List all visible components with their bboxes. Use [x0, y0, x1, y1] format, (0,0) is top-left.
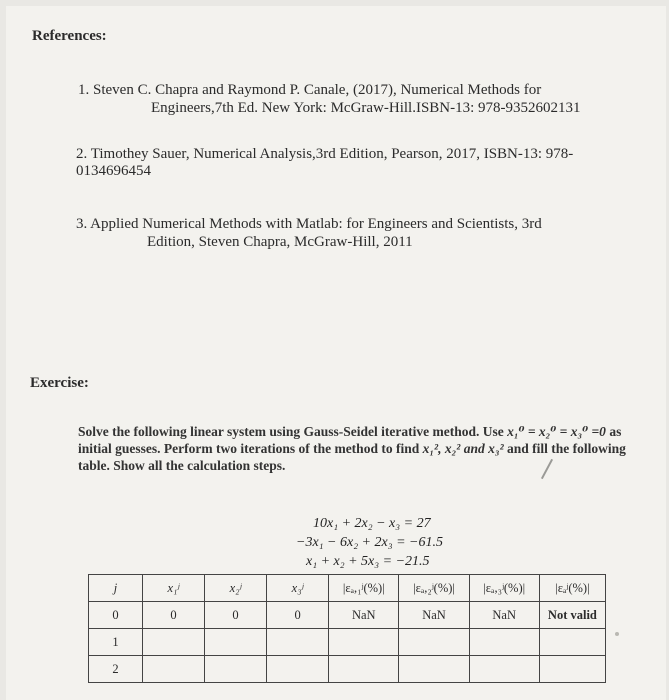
table-cell: NaN: [329, 602, 399, 629]
table-row: [89, 602, 606, 629]
header-x1: x₁ʲ: [142, 575, 204, 602]
table-cell: Not valid: [539, 602, 605, 629]
header-j: j: [89, 575, 143, 602]
references-heading: References:: [32, 28, 107, 44]
table-cell: 0: [267, 602, 329, 629]
table-row: [89, 656, 606, 683]
table-cell: [539, 629, 605, 656]
table-cell: [469, 629, 539, 656]
instructions-text: and fill the following: [503, 441, 626, 456]
header-x3: x₃ʲ: [267, 575, 329, 602]
table-cell: [205, 656, 267, 683]
table-cell: [329, 629, 399, 656]
header-error-3: |εₐ,₃ʲ(%)|: [469, 575, 539, 602]
header-error-2: |εₐ,₂ʲ(%)|: [399, 575, 469, 602]
table-cell: [539, 656, 605, 683]
table-header-row: [89, 575, 606, 602]
header-error-1: |εₐ,₁ʲ(%)|: [329, 575, 399, 602]
instructions-line-2: [78, 440, 638, 457]
table-cell: [205, 629, 267, 656]
table-cell: [399, 629, 469, 656]
reference-2-line-2: 0134696454: [76, 163, 151, 179]
reference-1-line-2: Engineers,7th Ed. New York: McGraw-Hill.ISBN-13: 978-9352602131: [151, 100, 581, 116]
table-cell: [142, 656, 204, 683]
instructions-text: as: [605, 424, 622, 439]
table-cell: [142, 629, 204, 656]
table-cell: 2: [89, 656, 143, 683]
table-cell: [267, 629, 329, 656]
table-cell: 0: [205, 602, 267, 629]
instructions-line-3: table. Show all the calculation steps.: [78, 458, 286, 473]
header-error-total: |εₐʲ(%)|: [539, 575, 605, 602]
equation-1: 10x₁ + 2x₂ − x₃ = 27: [313, 516, 431, 531]
header-x2: x₂ʲ: [205, 575, 267, 602]
reference-2-line-1: 2. Timothey Sauer, Numerical Analysis,3rd Edition, Pearson, 2017, ISBN-13: 978-: [76, 146, 574, 162]
initial-guess-expression: x₁⁰ = x₂⁰ = x₃⁰ =0: [507, 424, 606, 439]
table-cell: 1: [89, 629, 143, 656]
table-cell: [329, 656, 399, 683]
target-values-expression: x₁², x₂² and x₃²: [422, 441, 504, 456]
table-cell: [267, 656, 329, 683]
equation-2: −3x₁ − 6x₂ + 2x₃ = −61.5: [296, 535, 443, 550]
table-cell: 0: [142, 602, 204, 629]
table-cell: [469, 656, 539, 683]
table-cell: NaN: [399, 602, 469, 629]
table-cell: [399, 656, 469, 683]
dot-mark: [615, 632, 619, 636]
iteration-table: [88, 574, 606, 683]
exercise-heading: Exercise:: [30, 375, 89, 391]
equation-3: x₁ + x₂ + 5x₃ = −21.5: [306, 554, 430, 569]
reference-3-line-2: Edition, Steven Chapra, McGraw-Hill, 2011: [147, 234, 413, 250]
reference-1-line-1: 1. Steven C. Chapra and Raymond P. Canale, (2017), Numerical Methods for: [78, 82, 542, 98]
document-page: [6, 6, 666, 700]
exercise-instructions: [78, 423, 638, 474]
table-cell: 0: [89, 602, 143, 629]
table-cell: NaN: [469, 602, 539, 629]
instructions-line-1: [78, 423, 638, 440]
reference-3-line-1: 3. Applied Numerical Methods with Matlab: for Engineers and Scientists, 3rd: [76, 216, 542, 232]
instructions-text: initial guesses. Perform two iterations of the method to find: [78, 441, 423, 456]
instructions-text: Solve the following linear system using Gauss-Seidel iterative method. Use: [78, 424, 508, 439]
table-row: [89, 629, 606, 656]
